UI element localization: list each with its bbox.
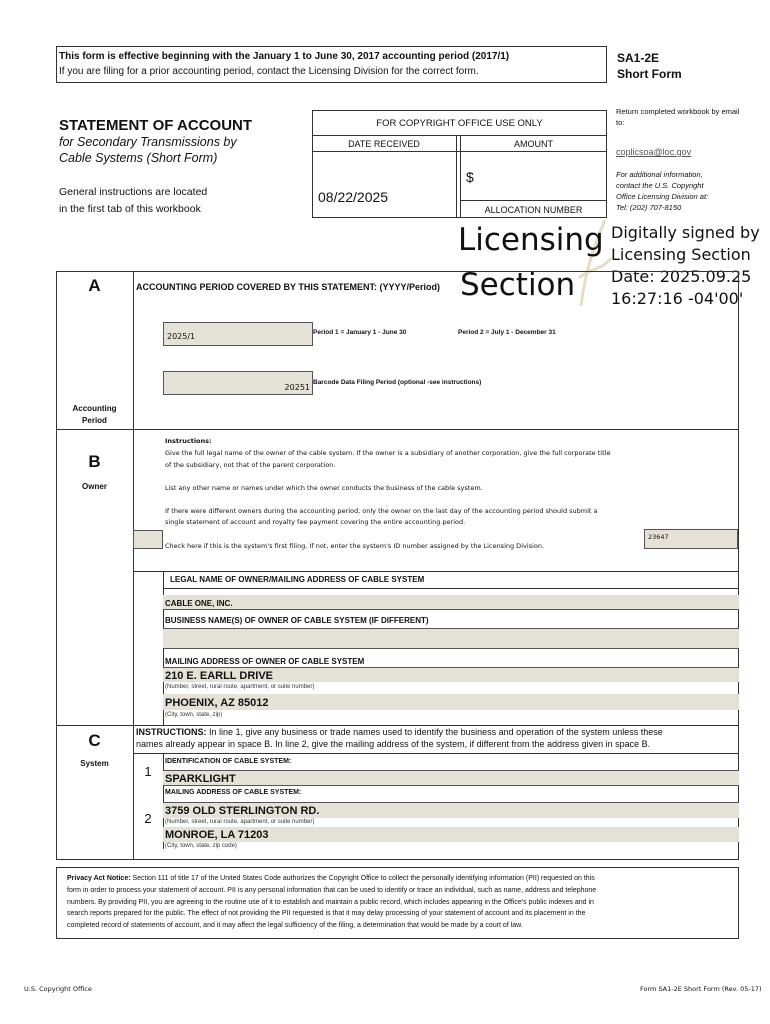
legal-name-input[interactable]: [163, 595, 739, 610]
form-subtitle-2: Cable Systems (Short Form): [59, 151, 218, 165]
section-c-name: System: [80, 759, 109, 768]
system-mailing-label: MAILING ADDRESS OF CABLE SYSTEM:: [165, 789, 302, 796]
owner-city-hint: (City, town, state, zip): [165, 712, 223, 718]
effective-notice-line1: This form is effective beginning with the January 1 to June 30, 2017 accounting period (2017/1): [59, 51, 510, 62]
system-street-input[interactable]: [163, 802, 739, 818]
privacy-notice-line2: form in order to process your statement of account. PII is any personal information that can be used to identify or trace an individual, such as name, address and telephone: [67, 887, 597, 894]
system-street-value: 3759 OLD STERLINGTON RD.: [165, 805, 320, 817]
section-b-bottom-line: [56, 725, 739, 726]
first-filing-checkbox[interactable]: [133, 530, 163, 549]
legal-name-label-line: [163, 588, 739, 589]
footer-office-name: U.S. Copyright Office: [24, 985, 92, 993]
system-instructions-text: In line 1, give any business or trade names used to identify the business and operation of the system unless these: [206, 727, 663, 737]
owner-instructions-4: If there were different owners during the accounting period, only the owner on the last day of the accounting period should submit a: [165, 507, 598, 515]
section-a-bottom-line: [56, 429, 739, 430]
effective-notice-line2: If you are filing for a prior accounting period, contact the Licensing Division for the correct form.: [59, 66, 479, 77]
digital-signature-line1: Digitally signed by: [611, 223, 760, 242]
system-id-input[interactable]: [644, 529, 738, 549]
general-instructions-2: in the first tab of this workbook: [59, 203, 201, 215]
digital-signature-line3: Date: 2025.09.25: [611, 267, 752, 286]
date-received-value: 08/22/2025: [318, 189, 389, 205]
signature-stamp-line2: Section: [460, 267, 576, 303]
date-received-label: DATE RECEIVED: [348, 139, 420, 149]
privacy-notice-line4: search reports prepared for the public. The effect of not providing the PII requested is that it may delay processing of your statement of account and its placement in the: [67, 910, 586, 917]
form-subtitle-1: for Secondary Transmissions by: [59, 135, 237, 149]
owner-street-input[interactable]: [163, 667, 739, 682]
system-street-hint: (Number, street, rural route, apartment, or suite number): [165, 819, 315, 825]
system-ident-label: IDENTIFICATION OF CABLE SYSTEM:: [165, 758, 292, 765]
owner-instructions-label: Instructions:: [165, 437, 212, 445]
privacy-notice-line3: numbers. By providing PII, you are agreeing to the routine use of it to establish and maintain a public record, which includes appearing in the Office's public indexes and in: [67, 899, 594, 906]
owner-instructions-3: List any other name or names under which the owner conducts the business of the cable system.: [165, 484, 483, 492]
section-a-name-1: Accounting: [72, 404, 117, 413]
owner-mailing-label: MAILING ADDRESS OF OWNER OF CABLE SYSTEM: [165, 657, 365, 666]
period-1-note: Period 1 = January 1 - June 30: [313, 329, 407, 336]
privacy-notice-line1: [67, 875, 595, 882]
privacy-notice-text1: Section 111 of title 17 of the United States Code authorizes the Copyright Office to collect the personally identifying information (PII) requested on this: [130, 875, 595, 882]
digital-signature-line2: Licensing Section: [611, 245, 751, 264]
owner-instructions-2: of the subsidiary, not that of the parent corporation.: [165, 461, 336, 469]
first-filing-label: Check here if this is the system's first filing. If not, enter the system's ID number assigned by the Licensing Division.: [165, 542, 545, 550]
section-b-letter: B: [88, 452, 101, 471]
contact-info-1: For additional information,: [616, 170, 703, 179]
owner-street-hint: (Number, street, rural route, apartment, or suite number): [165, 684, 315, 690]
office-use-subheader-line: [312, 151, 607, 152]
system-city-hint: (City, town, state, zip code): [165, 843, 237, 849]
business-names-label: BUSINESS NAME(S) OF OWNER OF CABLE SYSTEM (IF DIFFERENT): [165, 616, 429, 625]
section-c-letter: C: [88, 731, 101, 750]
owner-block-top-line: [133, 571, 739, 572]
accounting-period-heading: ACCOUNTING PERIOD COVERED BY THIS STATEMENT: (YYYY/Period): [136, 282, 441, 292]
system-city-input[interactable]: [163, 827, 739, 842]
section-a-letter: A: [88, 276, 101, 295]
form-code: SA1-2E: [617, 51, 660, 65]
form-type: Short Form: [617, 67, 682, 81]
amount-label: AMOUNT: [514, 139, 553, 149]
system-instructions-line: [133, 753, 739, 754]
digital-signature-line4: 16:27:16 -04'00': [611, 289, 744, 308]
system-instructions-1: [136, 727, 663, 737]
owner-city-value: PHOENIX, AZ 85012: [165, 697, 269, 709]
accounting-period-input[interactable]: [163, 322, 313, 346]
legal-name-value: CABLE ONE, INC.: [165, 599, 233, 608]
barcode-period-value: 20251: [284, 383, 310, 392]
owner-instructions-5: single statement of account and royalty fee payment covering the entire accounting period.: [165, 518, 466, 526]
system-instructions-bold: INSTRUCTIONS:: [136, 727, 207, 737]
contact-info-2: contact the U.S. Copyright: [616, 181, 704, 190]
system-line-2-number: 2: [144, 811, 152, 826]
allocation-line: [460, 200, 607, 201]
return-email-link[interactable]: coplicsoa@loc.gov: [616, 147, 692, 157]
contact-info-4: Tel: (202) 707-8150: [616, 203, 682, 212]
business-names-input[interactable]: [163, 628, 739, 649]
general-instructions-1: General instructions are located: [59, 186, 208, 198]
contact-info-3: Office Licensing Division at:: [616, 192, 709, 201]
form-title: STATEMENT OF ACCOUNT: [59, 117, 253, 134]
signature-stamp-line1: Licensing: [458, 222, 604, 258]
system-instructions-2: names already appear in space B. In line 2, give the mailing address of the system, if different from the address given in space B.: [136, 739, 651, 749]
section-b-name: Owner: [82, 482, 107, 491]
accounting-period-value: 2025/1: [167, 332, 196, 341]
barcode-period-label: Barcode Data Filing Period (optional -see instructions): [313, 379, 482, 386]
period-2-note: Period 2 = July 1 - December 31: [458, 329, 556, 336]
footer-form-revision: Form SA1-2E Short Form (Rev. 05-17): [640, 985, 762, 993]
privacy-notice-bold: Privacy Act Notice:: [67, 875, 131, 882]
system-ident-value: SPARKLIGHT: [165, 773, 236, 785]
office-use-col-divider: [456, 135, 457, 218]
owner-street-value: 210 E. EARLL DRIVE: [165, 670, 273, 682]
owner-instructions-1: Give the full legal name of the owner of the cable system. If the owner is a subsidiary of another corporation, give the full corporate title: [165, 449, 611, 457]
privacy-notice-line5: completed record of statements of account, and it may affect the legal sufficiency of the filing, a determination that would be made by a court of law.: [67, 922, 523, 929]
amount-dollar-sign: $: [466, 169, 474, 185]
system-line-1-number: 1: [144, 764, 152, 779]
system-id-value: 23647: [648, 533, 669, 541]
office-use-heading: FOR COPYRIGHT OFFICE USE ONLY: [376, 118, 543, 129]
legal-name-label: LEGAL NAME OF OWNER/MAILING ADDRESS OF CABLE SYSTEM: [170, 575, 425, 584]
system-city-value: MONROE, LA 71203: [165, 829, 269, 841]
barcode-period-input[interactable]: [163, 371, 313, 395]
allocation-number-label: ALLOCATION NUMBER: [484, 205, 583, 215]
return-instructions: Return completed workbook by email to:: [616, 107, 740, 127]
section-a-name-2: Period: [82, 416, 107, 425]
owner-city-input[interactable]: [163, 694, 739, 710]
system-ident-input[interactable]: [163, 770, 739, 786]
